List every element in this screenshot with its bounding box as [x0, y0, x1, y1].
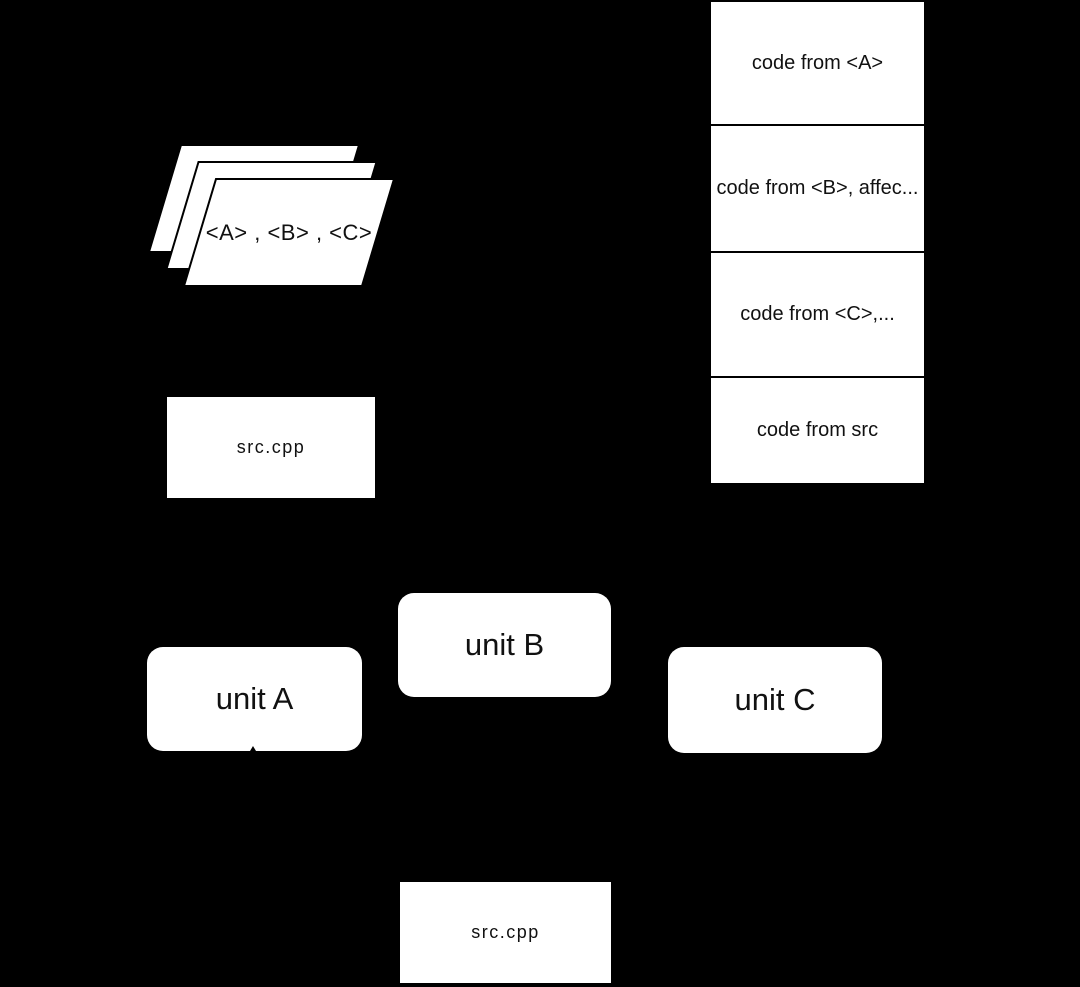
code-segment-a — [711, 2, 924, 126]
arrowhead-tick — [250, 746, 256, 751]
code-segments-column — [709, 0, 926, 485]
unit-b-label: unit B — [464, 627, 545, 662]
code-segment-src — [711, 378, 924, 483]
code-segment-c-label: code from <C>,... — [740, 303, 895, 326]
unit-b-box — [398, 593, 611, 697]
code-segment-b-label: code from <B>, affec... — [716, 177, 919, 200]
unit-a-label: unit A — [215, 681, 294, 716]
unit-c-label: unit C — [734, 682, 816, 717]
src-cpp-bottom-box — [398, 880, 613, 985]
code-segment-b — [711, 126, 924, 252]
code-segment-src-label: code from src — [756, 419, 879, 442]
header-sheets-label: <A> , <B> , <C> — [205, 219, 373, 245]
unit-a-box — [147, 647, 362, 751]
src-cpp-top-label: src.cpp — [236, 437, 306, 457]
src-cpp-bottom-label: src.cpp — [471, 922, 540, 942]
code-segment-a-label: code from <A> — [751, 51, 884, 74]
code-segment-c — [711, 253, 924, 378]
unit-c-box — [668, 647, 882, 753]
src-cpp-top-box — [165, 395, 377, 500]
